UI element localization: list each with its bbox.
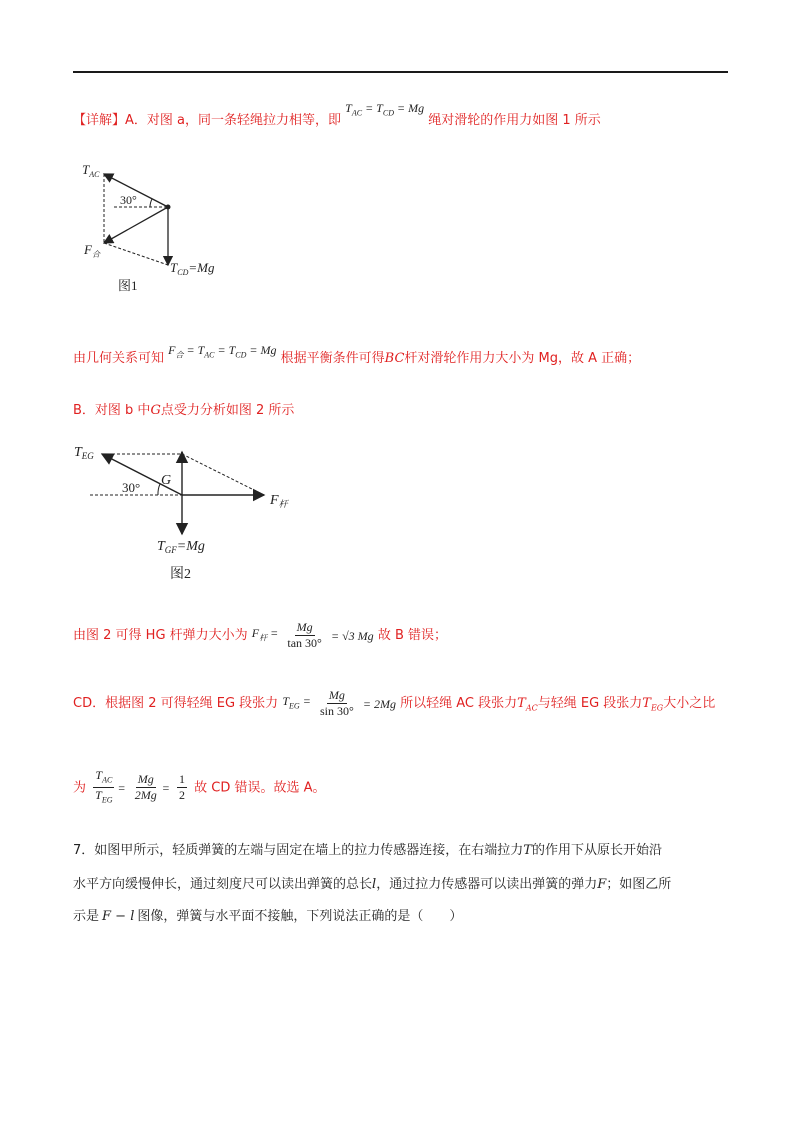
detail-prefix: 【详解】 xyxy=(73,113,126,129)
hg-line xyxy=(73,620,447,651)
cd-line: CD．根据图 2 可得轻绳 EG 段张力 $T_{EG}$ = $\frac{Mg}{\sin 30^\circ}$ = 2Mg 所以轻绳 AC 段张力$T_{AC}$与轻绳 EG 段张力$T_{EG}$大小之比 xyxy=(73,688,716,718)
svg-text:F杆: $F_杆$ xyxy=(270,493,288,509)
svg-text:TAC: $T_{AC}$ xyxy=(82,162,100,179)
svg-text:TGF=Mg: $T_{GF}=Mg$ xyxy=(157,539,205,555)
geometry-text-3: 杆对滑轮作用力大小为 Mg，故 A 正确； xyxy=(404,351,641,367)
cd-t-label: $T_{EG}$ = xyxy=(282,693,311,711)
header-rule xyxy=(73,71,728,73)
ratio-text-1: 为 xyxy=(73,780,87,796)
svg-text:图1: 图1 xyxy=(118,278,138,293)
detail-a-intro: A．对图 a，同一条轻绳拉力相等，即 xyxy=(125,113,342,129)
figure-2 xyxy=(72,438,312,588)
hg-f-label: $F_杆$ = xyxy=(251,625,279,643)
pulley-point xyxy=(166,205,171,210)
ratio-fraction-3: $\frac{1}{2}$ xyxy=(179,772,186,803)
cd-fraction: $\frac{Mg}{\sin 30^\circ}$ xyxy=(319,688,354,718)
b-line xyxy=(73,401,294,421)
cd-text-3: 与轻绳 EG 段张力 xyxy=(537,696,643,711)
bc-symbol: BC xyxy=(384,351,405,367)
svg-text:TEG: $T_{EG}$ xyxy=(74,445,94,461)
hg-text-2: 故 B 错误； xyxy=(377,628,448,643)
detail-a-line xyxy=(73,101,601,133)
question7-line1: 7．如图甲所示，轻质弹簧的左端与固定在墙上的拉力传感器连接，在右端拉力T的作用下从原长开始沿 xyxy=(73,843,662,858)
b-text-2: 点受力分析如图 2 所示 xyxy=(160,403,295,418)
svg-text:F合: $F_合$ xyxy=(84,242,100,259)
svg-text:G: G xyxy=(161,473,172,488)
cd-result: = 2Mg xyxy=(362,696,396,711)
hg-result: = √3 Mg xyxy=(331,628,374,643)
hg-fraction: $\frac{Mg}{\tan 30^\circ}$ xyxy=(287,620,322,650)
b-text-1: B．对图 b 中 xyxy=(73,403,151,418)
detail-a-equation: $T_{AC} = T_{CD} = Mg$ xyxy=(345,101,425,118)
cd-text-1: CD．根据图 2 可得轻绳 EG 段张力 xyxy=(73,696,279,711)
ratio-fraction-1: $\frac{T_{AC}}{T_{EG}}$ xyxy=(95,768,113,805)
cd-text-4: 大小之比 xyxy=(663,696,716,711)
ratio-fraction-2: $\frac{Mg}{2Mg}$ xyxy=(134,772,157,803)
g-symbol: G xyxy=(150,403,161,418)
geometry-text-2: 根据平衡条件可得 xyxy=(280,351,385,367)
detail-a-tail: 绳对滑轮的作用力如图 1 所示 xyxy=(428,113,601,129)
figure-1 xyxy=(78,160,248,295)
svg-text:30°: 30° xyxy=(120,193,137,207)
ratio-text-2: 故 CD 错误。故选 A。 xyxy=(194,780,326,796)
geometry-line xyxy=(73,343,641,371)
geometry-text-1: 由几何关系可知 xyxy=(73,351,165,367)
fhe-arrow xyxy=(104,207,168,243)
geometry-equation: $F_合 = T_{AC} = T_{CD} = Mg$ xyxy=(168,343,277,360)
svg-text:TCD=Mg: $T_{CD}=Mg$ xyxy=(170,260,215,277)
question7-line3: 示是 F − l 图像，弹簧与水平面不接触，下列说法正确的是（ ） xyxy=(73,909,463,924)
question7-line2: 水平方向缓慢伸长，通过刻度尺可以读出弹簧的总长l，通过拉力传感器可以读出弹簧的弹力F；如图乙所 xyxy=(73,877,672,892)
ratio-line: 为 $\frac{T_{AC}}{T_{EG}}$ = $\frac{Mg}{2Mg}$ = $\frac{1}{2}$ 故 CD 错误。故选 A。 xyxy=(73,768,326,808)
cd-text-2: 所以轻绳 AC 段张力 xyxy=(400,696,518,711)
svg-text:图2: 图2 xyxy=(170,567,191,582)
hg-text-1: 由图 2 可得 HG 杆弹力大小为 xyxy=(73,628,248,643)
svg-text:30°: 30° xyxy=(122,480,141,495)
